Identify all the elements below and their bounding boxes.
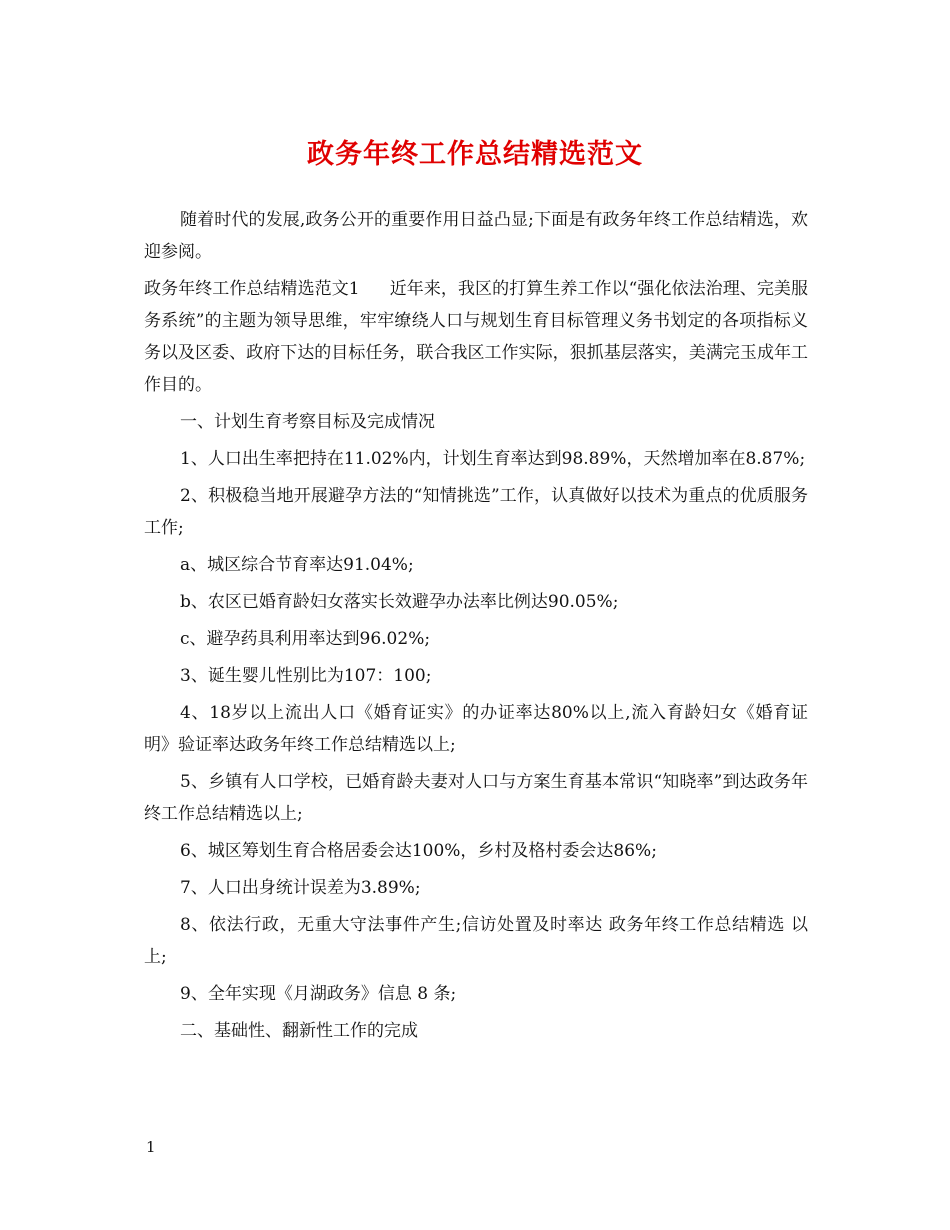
list-item: 8、依法行政，无重大守法事件产生;信访处置及时率达 政务年终工作总结精选 以上; — [144, 915, 808, 967]
list-item: 9、全年实现《月湖政务》信息 8 条; — [180, 984, 457, 1004]
document-title: 政务年终工作总结精选范文 — [307, 139, 643, 170]
list-item: c、避孕药具利用率达到96.02%; — [180, 629, 431, 649]
list-item: 5、乡镇有人口学校，已婚育龄夫妻对人口与方案生育基本常识“知晓率”到达政务年终工作总结精选以上; — [144, 772, 808, 824]
page-number: 1 — [146, 1138, 156, 1156]
list-item: 3、诞生婴儿性别比为107：100; — [180, 666, 432, 686]
section-paragraph — [144, 273, 808, 401]
list-item: 1、人口出生率把持在11.02%内，计划生育率达到98.89%，天然增加率在8.87%; — [180, 449, 806, 469]
section-text: 近年来，我区的打算生养工作以“强化依法治理、完美服务系统”的主题为领导思维，牢牢缭绕人口与规划生育目标管理义务书划定的各项指标义务以及区委、政府下达的目标任务，联合我区工作实际，狠抓基层落实，美满完玉成年工作目的。 — [144, 279, 808, 395]
list-item: b、农区已婚育龄妇女落实长效避孕办法率比例达90.05%; — [180, 592, 619, 612]
list-item: 6、城区筹划生育合格居委会达100%，乡村及格村委会达86%; — [180, 841, 657, 861]
section-label: 政务年终工作总结精选范文1 — [144, 279, 360, 299]
list-item: a、城区综合节育率达91.04%; — [180, 555, 414, 575]
list-item: 2、积极稳当地开展避孕方法的“知情挑选”工作，认真做好以技术为重点的优质服务工作; — [144, 486, 808, 538]
document-body — [144, 204, 808, 1052]
intro-paragraph: 随着时代的发展,政务公开的重要作用日益凸显;下面是有政务年终工作总结精选，欢迎参阅。 — [144, 210, 808, 262]
list-item: 7、人口出身统计误差为3.89%; — [180, 878, 421, 898]
heading-basic-work: 二、基础性、翻新性工作的完成 — [180, 1021, 418, 1041]
heading-planning-goals: 一、计划生育考察目标及完成情况 — [180, 412, 435, 432]
list-item: 4、18岁以上流出人口《婚育证实》的办证率达80%以上,流入育龄妇女《婚育证明》验证率达政务年终工作总结精选以上; — [144, 703, 808, 755]
